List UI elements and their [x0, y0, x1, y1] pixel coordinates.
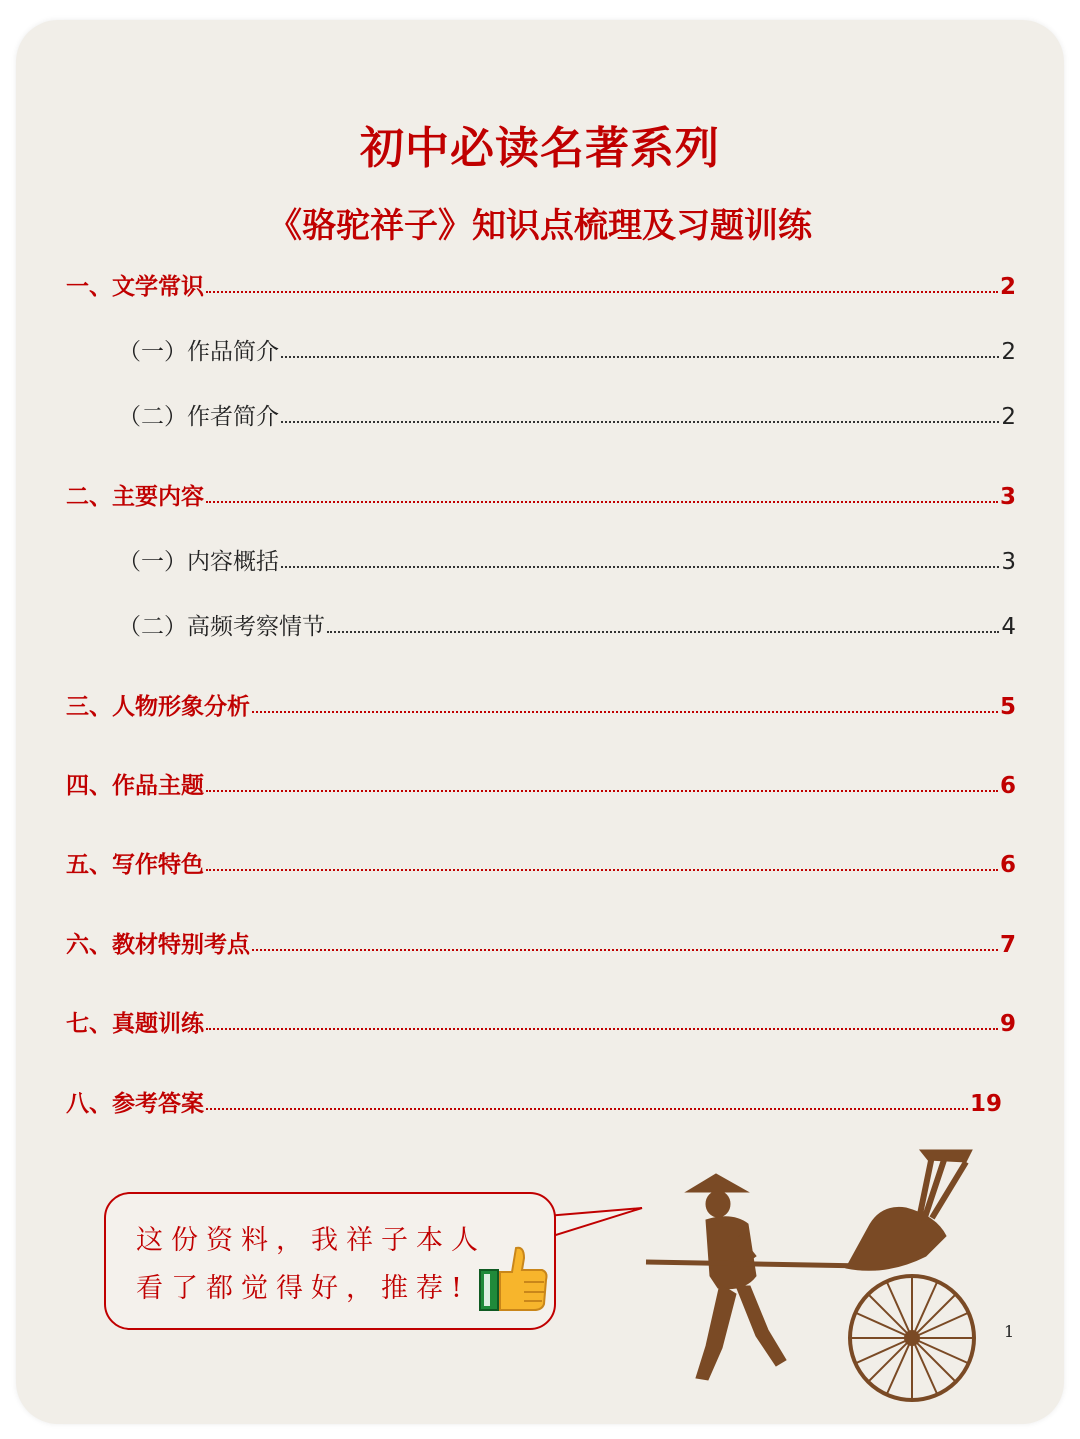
- bubble-line-1: 这份资料，我祥子本人: [136, 1225, 486, 1256]
- toc-entry-exam-practice[interactable]: [66, 1005, 1016, 1038]
- toc-entry-writing-features[interactable]: [66, 846, 1016, 879]
- toc-entry-author-intro[interactable]: [118, 398, 1016, 431]
- document-page: [16, 20, 1064, 1424]
- toc-entry-page: 9: [999, 1011, 1016, 1037]
- page-title: 初中必读名著系列: [360, 123, 720, 174]
- toc-entry-label: 六、教材特别考点: [66, 932, 250, 958]
- toc-leader: [281, 420, 999, 423]
- toc-entry-label: 七、真题训练: [66, 1011, 204, 1037]
- toc-entry-page: 5: [999, 694, 1016, 720]
- toc-entry-page: 7: [999, 932, 1016, 958]
- toc-entry-page: 3: [999, 484, 1016, 510]
- toc-leader: [206, 1027, 998, 1030]
- toc-entry-page: 2: [1001, 339, 1016, 365]
- toc-entry-character-analysis[interactable]: [66, 688, 1016, 721]
- toc-entry-label: （一）内容概括: [118, 549, 279, 575]
- toc-entry-theme[interactable]: [66, 767, 1016, 800]
- toc-leader: [206, 868, 998, 871]
- toc-entry-page: 6: [999, 773, 1016, 799]
- toc-entry-literary-knowledge[interactable]: [66, 268, 1016, 301]
- toc-entry-key-plots[interactable]: [118, 608, 1016, 641]
- toc-entry-label: （一）作品简介: [118, 339, 279, 365]
- toc-entry-page: 19: [969, 1091, 1002, 1117]
- toc-leader: [206, 290, 998, 293]
- toc-entry-main-content[interactable]: [66, 478, 1016, 511]
- toc-entry-page: 4: [1001, 614, 1016, 640]
- thumbs-up-icon: [478, 1242, 550, 1314]
- toc-entry-page: 2: [999, 274, 1016, 300]
- toc-entry-label: 四、作品主题: [66, 773, 204, 799]
- rickshaw-puller-illustration: [636, 1116, 1016, 1406]
- toc-leader: [206, 1107, 968, 1110]
- page-subtitle: 《骆驼祥子》知识点梳理及习题训练: [268, 206, 812, 246]
- toc-entry-page: 3: [1001, 549, 1016, 575]
- toc-entry-label: （二）高频考察情节: [118, 614, 325, 640]
- toc-entry-label: 一、文学常识: [66, 274, 204, 300]
- toc-entry-label: （二）作者简介: [118, 404, 279, 430]
- toc-entry-page: 6: [999, 852, 1016, 878]
- page-number: 1: [1004, 1322, 1015, 1341]
- toc-entry-page: 2: [1001, 404, 1016, 430]
- toc-leader: [281, 565, 999, 568]
- toc-leader: [206, 500, 998, 503]
- toc-entry-label: 五、写作特色: [66, 852, 204, 878]
- toc-entry-label: 八、参考答案: [66, 1091, 204, 1117]
- toc-leader: [252, 948, 998, 951]
- toc-entry-content-summary[interactable]: [118, 543, 1016, 576]
- bubble-line-2: 看了都觉得好，推荐!: [136, 1273, 470, 1304]
- toc-leader: [327, 630, 999, 633]
- toc-entry-label: 二、主要内容: [66, 484, 204, 510]
- toc-leader: [206, 789, 998, 792]
- toc-leader: [252, 710, 998, 713]
- toc-entry-label: 三、人物形象分析: [66, 694, 250, 720]
- toc-leader: [281, 355, 999, 358]
- toc-entry-answers[interactable]: [66, 1085, 1002, 1118]
- toc-entry-work-intro[interactable]: [118, 333, 1016, 366]
- bubble-tail: [546, 1206, 646, 1246]
- toc-entry-textbook-points[interactable]: [66, 926, 1016, 959]
